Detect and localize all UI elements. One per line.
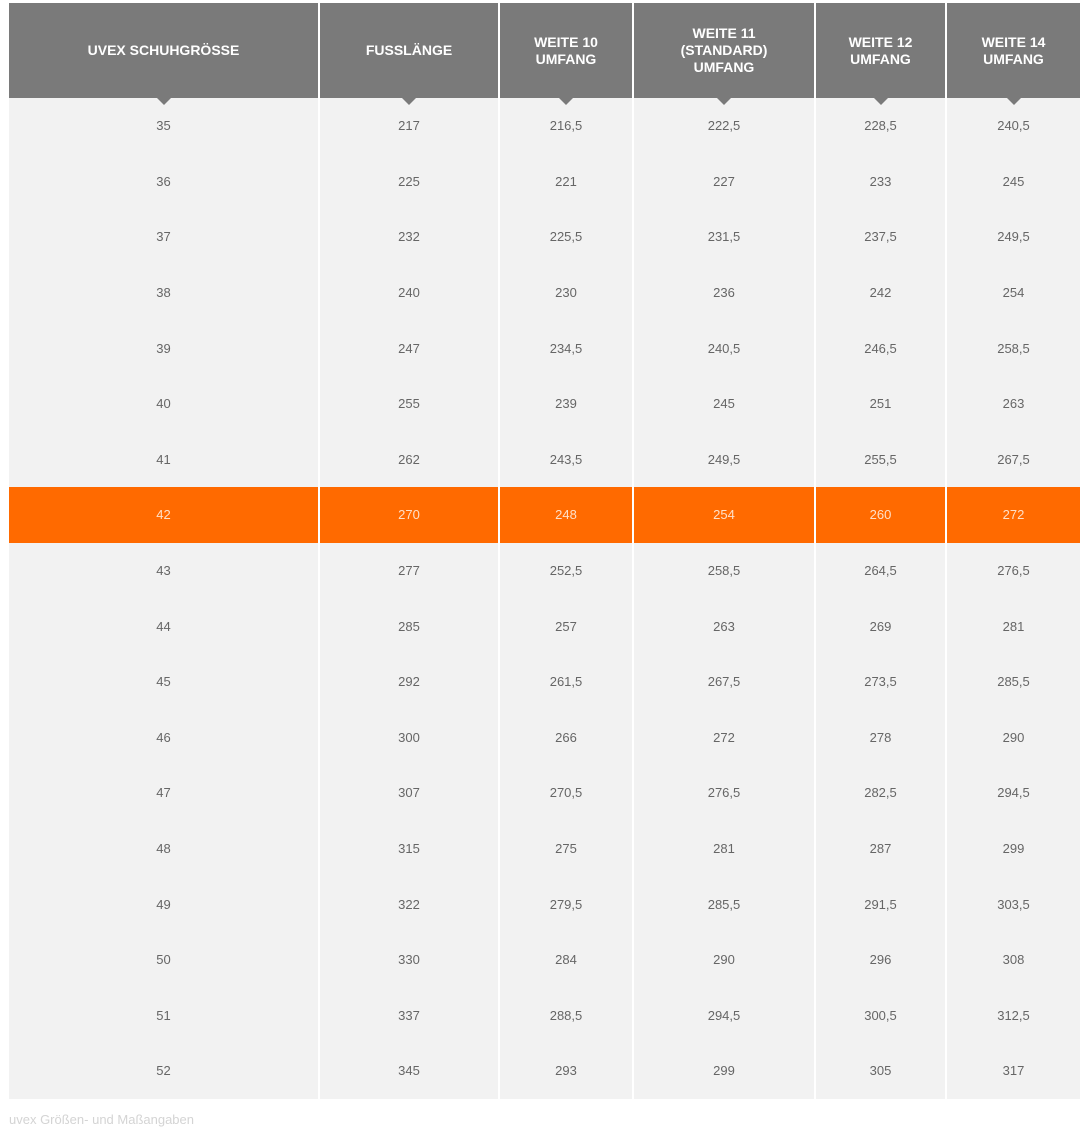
- table-cell: 270,5: [500, 765, 634, 821]
- table-cell: 261,5: [500, 654, 634, 710]
- table-cell: 38: [9, 265, 320, 321]
- table-cell: 267,5: [634, 654, 816, 710]
- table-row: [9, 543, 1080, 599]
- table-cell: 240,5: [634, 320, 816, 376]
- table-cell: 35: [9, 98, 320, 154]
- table-cell: 236: [634, 265, 816, 321]
- header-width-12: WEITE 12 UMFANG: [816, 3, 947, 98]
- table-cell: 269: [816, 598, 947, 654]
- table-row: [9, 209, 1080, 265]
- table-cell: 248: [500, 487, 634, 543]
- table-cell: 315: [320, 821, 500, 877]
- table-cell: 227: [634, 154, 816, 210]
- table-cell: 292: [320, 654, 500, 710]
- table-cell: 267,5: [947, 432, 1080, 488]
- table-cell: 240: [320, 265, 500, 321]
- table-cell: 52: [9, 1043, 320, 1099]
- table-cell: 258,5: [947, 320, 1080, 376]
- table-caption: uvex Größen- und Maßangaben: [9, 1112, 194, 1127]
- header-foot-length: FUSSLÄNGE: [320, 3, 500, 98]
- table-cell: 255,5: [816, 432, 947, 488]
- table-cell: 330: [320, 932, 500, 988]
- table-cell: 263: [947, 376, 1080, 432]
- table-cell: 257: [500, 598, 634, 654]
- table-cell: 345: [320, 1043, 500, 1099]
- table-cell: 290: [947, 710, 1080, 766]
- table-cell: 243,5: [500, 432, 634, 488]
- table-cell: 251: [816, 376, 947, 432]
- table-cell: 303,5: [947, 876, 1080, 932]
- table-cell: 290: [634, 932, 816, 988]
- table-row: [9, 988, 1080, 1044]
- table-cell: 300,5: [816, 988, 947, 1044]
- table-cell: 299: [634, 1043, 816, 1099]
- table-cell: 312,5: [947, 988, 1080, 1044]
- table-cell: 275: [500, 821, 634, 877]
- table-cell: 228,5: [816, 98, 947, 154]
- table-cell: 281: [947, 598, 1080, 654]
- table-cell: 299: [947, 821, 1080, 877]
- table-cell: 232: [320, 209, 500, 265]
- table-cell: 231,5: [634, 209, 816, 265]
- table-cell: 266: [500, 710, 634, 766]
- table-cell: 276,5: [634, 765, 816, 821]
- header-width-14: WEITE 14 UMFANG: [947, 3, 1080, 98]
- table-cell: 281: [634, 821, 816, 877]
- table-cell: 41: [9, 432, 320, 488]
- table-cell: 249,5: [634, 432, 816, 488]
- table-cell: 49: [9, 876, 320, 932]
- table-row: [9, 598, 1080, 654]
- table-cell: 300: [320, 710, 500, 766]
- table-cell: 40: [9, 376, 320, 432]
- table-cell: 233: [816, 154, 947, 210]
- table-cell: 225: [320, 154, 500, 210]
- table-cell: 39: [9, 320, 320, 376]
- table-cell: 237,5: [816, 209, 947, 265]
- table-cell: 37: [9, 209, 320, 265]
- table-row: [9, 1043, 1080, 1099]
- table-cell: 242: [816, 265, 947, 321]
- table-cell: 254: [947, 265, 1080, 321]
- table-row: [9, 765, 1080, 821]
- table-cell: 45: [9, 654, 320, 710]
- table-cell: 272: [634, 710, 816, 766]
- table-row: [9, 932, 1080, 988]
- table-cell: 285,5: [634, 876, 816, 932]
- table-cell: 272: [947, 487, 1080, 543]
- table-cell: 225,5: [500, 209, 634, 265]
- table-cell: 322: [320, 876, 500, 932]
- table-cell: 317: [947, 1043, 1080, 1099]
- table-cell: 296: [816, 932, 947, 988]
- table-cell: 279,5: [500, 876, 634, 932]
- table-cell: 230: [500, 265, 634, 321]
- table-cell: 276,5: [947, 543, 1080, 599]
- table-cell: 234,5: [500, 320, 634, 376]
- table-cell: 255: [320, 376, 500, 432]
- table-cell: 254: [634, 487, 816, 543]
- table-cell: 46: [9, 710, 320, 766]
- table-cell: 270: [320, 487, 500, 543]
- table-row: [9, 320, 1080, 376]
- table-cell: 246,5: [816, 320, 947, 376]
- table-cell: 294,5: [947, 765, 1080, 821]
- table-cell: 221: [500, 154, 634, 210]
- table-row: [9, 265, 1080, 321]
- table-cell: 285: [320, 598, 500, 654]
- table-cell: 249,5: [947, 209, 1080, 265]
- table-row: [9, 376, 1080, 432]
- table-cell: 337: [320, 988, 500, 1044]
- table-cell: 282,5: [816, 765, 947, 821]
- table-cell: 294,5: [634, 988, 816, 1044]
- table-cell: 50: [9, 932, 320, 988]
- table-row: [9, 821, 1080, 877]
- table-row: [9, 710, 1080, 766]
- table-cell: 43: [9, 543, 320, 599]
- table-cell: 47: [9, 765, 320, 821]
- table-row: [9, 154, 1080, 210]
- table-cell: 287: [816, 821, 947, 877]
- table-cell: 262: [320, 432, 500, 488]
- table-cell: 273,5: [816, 654, 947, 710]
- table-cell: 217: [320, 98, 500, 154]
- table-header: [9, 3, 1080, 98]
- table-cell: 247: [320, 320, 500, 376]
- table-cell: 293: [500, 1043, 634, 1099]
- table-row: [9, 487, 1080, 543]
- table-row: [9, 98, 1080, 154]
- table-cell: 260: [816, 487, 947, 543]
- table-cell: 222,5: [634, 98, 816, 154]
- table-cell: 291,5: [816, 876, 947, 932]
- table-cell: 284: [500, 932, 634, 988]
- table-cell: 44: [9, 598, 320, 654]
- table-cell: 308: [947, 932, 1080, 988]
- table-row: [9, 876, 1080, 932]
- table-cell: 288,5: [500, 988, 634, 1044]
- table-cell: 48: [9, 821, 320, 877]
- table-cell: 307: [320, 765, 500, 821]
- header-width-10: WEITE 10 UMFANG: [500, 3, 634, 98]
- table-cell: 36: [9, 154, 320, 210]
- table-cell: 239: [500, 376, 634, 432]
- table-cell: 42: [9, 487, 320, 543]
- table-cell: 252,5: [500, 543, 634, 599]
- table-cell: 245: [947, 154, 1080, 210]
- header-shoe-size: UVEX SCHUHGRÖSSE: [9, 3, 320, 98]
- table-cell: 264,5: [816, 543, 947, 599]
- table-cell: 51: [9, 988, 320, 1044]
- table-cell: 263: [634, 598, 816, 654]
- table-cell: 258,5: [634, 543, 816, 599]
- table-row: [9, 654, 1080, 710]
- table-row: [9, 432, 1080, 488]
- table-cell: 216,5: [500, 98, 634, 154]
- table-body: [9, 98, 1080, 1099]
- header-width-11: WEITE 11 (STANDARD) UMFANG: [634, 3, 816, 98]
- table-cell: 305: [816, 1043, 947, 1099]
- table-cell: 245: [634, 376, 816, 432]
- table-cell: 285,5: [947, 654, 1080, 710]
- table-cell: 278: [816, 710, 947, 766]
- table-cell: 240,5: [947, 98, 1080, 154]
- table-cell: 277: [320, 543, 500, 599]
- size-table: [9, 3, 1080, 1099]
